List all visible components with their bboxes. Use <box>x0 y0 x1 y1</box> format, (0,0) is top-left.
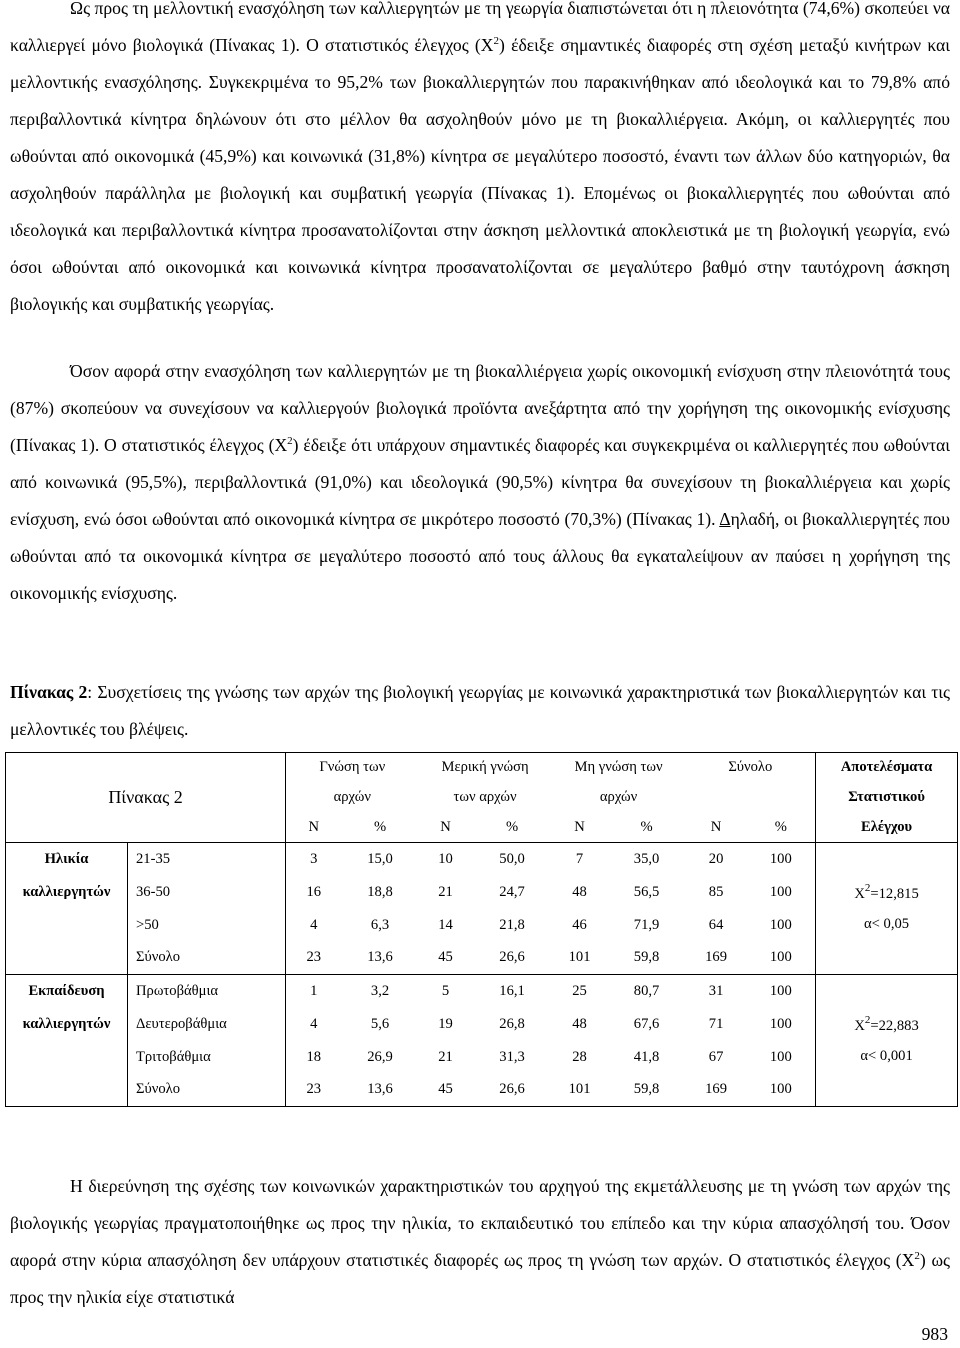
header-pct: % <box>608 813 686 843</box>
page-number: 983 <box>921 1324 948 1344</box>
age-stat-result: $X^2=12,815$ α< 0,05 <box>816 843 958 975</box>
header-n: N <box>552 813 608 843</box>
paragraph-text: Όσον αφορά στην ενασχόληση των καλλιεργητών με τη βιοκαλλιέργεια χωρίς οικονομική ενίσχυση στην πλειονότητά τους (87%) σκοπεύουν να συνεχίσουν να καλλιεργούν βιολογικά προϊόντα ανεξάρτητα από την χορήγηση της οικονομικής ενίσχυσης (Πίνακας 1). Ο στατιστικός έλεγχος (X <box>10 361 950 455</box>
row-category: Δευτεροβάθμια <box>128 1008 286 1041</box>
header-knowledge-2: αρχών <box>333 789 371 805</box>
row-category: 36-50 <box>128 876 286 909</box>
row-category-total: Σύνολο <box>128 1074 286 1107</box>
header-pct: % <box>473 813 552 843</box>
table-caption-label: Πίνακας 2 <box>10 682 88 702</box>
paragraph-text: ) έδειξε ότι υπάρχουν σημαντικές διαφορές και συγκεκριμένα οι καλλιεργητές που ωθούνται από κοινωνικά (95,5%), περιβαλλοντικά (91,0%) και ιδεολογικά (90,5%) κίνητρα θα συνεχίσουν τη βιοκαλλιέργεια και χωρίς ενίσχυση, ενώ όσοι ωθούνται από οικονομικά κίνητρα σε μικρότερο ποσοστό (70,3%) (Πίνακας 1). <box>10 435 950 529</box>
header-total: Σύνολο <box>686 753 816 783</box>
paragraph-text: ) έδειξε σημαντικές διαφορές στη σχέση μεταξύ κινήτρων και μελλοντικής ενασχόλησης. Συγκεκριμένα το 95,2% των βιοκαλλιεργητών που παρακινήθηκαν από ιδεολογικά και το 79,8% από περιβαλλοντικά κίνητρα δηλώνουν ότι στο μέλλον θα ασχοληθούν μόνο με τη βιοκαλλιέργεια. Ακόμη, οι καλλιεργητές που ωθούνται από οικονομικά (45,9%) και κοινωνικά (31,8%) κίνητρα σε μεγαλύτερο ποσοστό, έναντι των άλλων δύο κατηγοριών, θα ασχοληθούν παράλληλα με βιολογική και συμβατική γεωργία (Πίνακας 1). Επομένως οι βιοκαλλιεργητές που ωθούνται από ιδεολογικά και περιβαλλοντικά κίνητρα προσανατολίζονται στην άσκηση μελλοντικά αποκλειστικά με τη βιολογική γεωργία, ενώ όσοι ωθούνται από οικονομικά και κοινωνικά κίνητρα προσανατολίζονται σε μεγαλύτερο βαθμό στην ταυτόχρονη άσκηση βιολογικής και συμβατικής γεωργίας. <box>10 35 950 314</box>
header-no-knowledge-2: αρχών <box>599 789 638 805</box>
paragraph-text: Η διερεύνηση της σχέσης των κοινωνικών χαρακτηριστικών του αρχηγού της εκμετάλλευσης με τη γνώση των αρχών της βιολογικής γεωργίας πραγματοποιήθηκε ως προς την ηλικία, το εκπαιδευτικό του επίπεδο και την κύρια απασχόλησή του. Όσον αφορά στην κύρια απασχόληση δεν υπάρχουν στατιστικές διαφορές ως προς τη γνώση των αρχών. Ο στατιστικός έλεγχος (Χ <box>10 1176 950 1270</box>
table-caption-text: : Συσχετίσεις της γνώσης των αρχών της βιολογική γεωργίας με κοινωνικά χαρακτηριστικά των βιοκαλλιεργητών και τις μελλοντικές του βλέψεις. <box>10 682 950 739</box>
header-results-2: Στατιστικού <box>816 783 958 813</box>
table-caption <box>10 674 950 748</box>
age-group-label: Ηλικία καλλιεργητών <box>6 843 128 975</box>
row-category: >50 <box>128 909 286 942</box>
correlation-table: Πίνακας 2 Γνώση των Μερική γνώση Μη γνώση των Σύνολο Αποτελέσματα αρχών των αρχών αρχών Στατιστικού N % N % N % N % Ελέγχου Ηλικία καλλιεργητών 21-35 3 15,0 10 50,0 7 35,0 20 100 $X^2=12,815$ α< 0,05 36-50 16 18,8 21 24,7 48 56,5 85 100 >50 4 6,3 14 21,8 46 71,9 64 100 Σύνολο 23 13,6 45 26,6 101 59,8 169 100 Εκπαίδευση καλλιεργητών Πρωτοβάθμια 1 3,2 5 16,1 25 80,7 31 100 $X^2=22,883$ α< 0,001 Δευτεροβάθμια 4 5,6 19 26,8 48 67,6 71 100 Τριτοβάθμια 18 26,9 21 31,3 28 41,8 67 100 Σύνολο 23 13,6 45 26,6 101 59,8 169 100 <box>5 752 958 1107</box>
header-n: N <box>686 813 747 843</box>
paragraph-text: ) ως προς την ηλικία είχε στατιστικά <box>10 1250 950 1307</box>
paragraph-text: Ως προς τη μελλοντική ενασχόληση των καλλιεργητών με τη γεωργία διαπιστώνεται ότι η πλειονότητα (74,6%) σκοπεύει να καλλιεργεί μόνο βιολογικά (Πίνακας 1). Ο στατιστικός έλεγχος (X <box>10 0 950 55</box>
header-n: N <box>419 813 473 843</box>
header-partial-knowledge-2: των αρχών <box>453 789 517 805</box>
education-stat-result: $X^2=22,883$ α< 0,001 <box>816 975 958 1107</box>
header-n: N <box>286 813 342 843</box>
underlined-letter: Δ <box>719 509 731 529</box>
header-pct: % <box>342 813 419 843</box>
paragraph-social-characteristics <box>10 1168 950 1316</box>
education-group-label: Εκπαίδευση καλλιεργητών <box>6 975 128 1107</box>
header-knowledge: Γνώση των <box>286 753 419 783</box>
row-category: Τριτοβάθμια <box>128 1041 286 1074</box>
header-results-3: Ελέγχου <box>816 813 958 843</box>
header-no-knowledge: Μη γνώση των <box>552 753 686 783</box>
row-category: 21-35 <box>128 843 286 876</box>
paragraph-subsidy <box>10 353 950 612</box>
superscript: 2 <box>914 1250 920 1262</box>
header-partial-knowledge: Μερική γνώση <box>419 753 552 783</box>
superscript: 2 <box>493 35 499 47</box>
header-results: Αποτελέσματα <box>816 753 958 783</box>
table-title-cell <box>6 753 286 843</box>
header-pct: % <box>747 813 816 843</box>
row-category: Πρωτοβάθμια <box>128 975 286 1008</box>
header-total-2 <box>686 783 816 813</box>
paragraph-text: ηλαδή, οι βιοκαλλιεργητές που ωθούνται από τα οικονομικά κίνητρα σε μεγαλύτερο ποσοστό από τους άλλους θα εγκαταλείψουν αν παύσει η χορήγηση της οικονομικής ενίσχυσης. <box>10 509 951 603</box>
superscript: 2 <box>287 435 293 447</box>
table-title: Πίνακας 2 <box>108 787 183 807</box>
row-category-total: Σύνολο <box>128 942 286 975</box>
paragraph-future-farming <box>10 0 950 323</box>
